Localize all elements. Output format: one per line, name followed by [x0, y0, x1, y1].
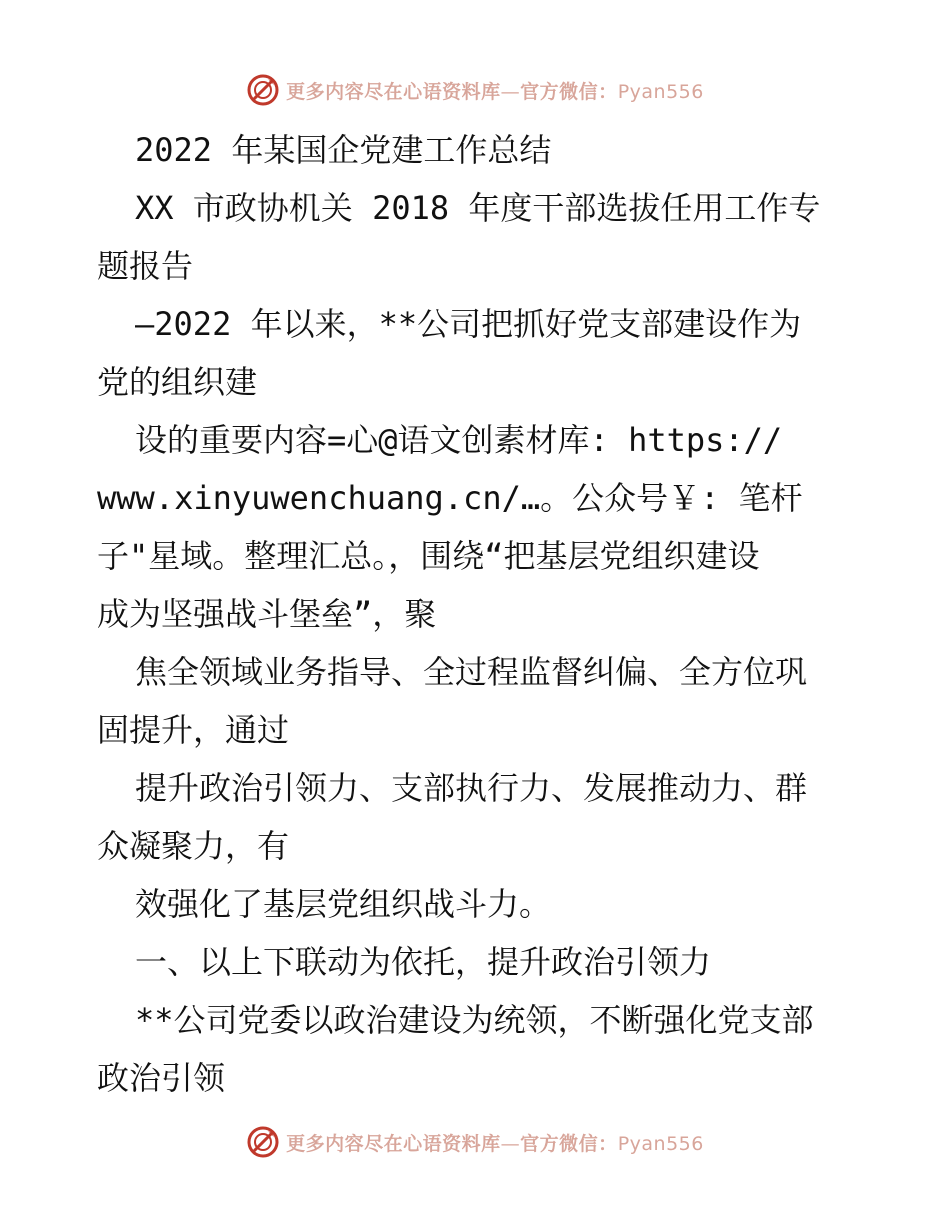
header-watermark — [0, 70, 950, 110]
watermark-main: 更多内容尽在心语资料库 — [286, 1132, 501, 1155]
section-heading: 一、以上下联动为依托，提升政治引领力 — [135, 943, 712, 981]
doc-line: 党的组织建 — [97, 363, 258, 401]
doc-line: —2022 年以来，**公司把抓好党支部建设作为 — [135, 305, 802, 343]
footer-watermark — [0, 1122, 950, 1162]
watermark-separator: — — [500, 80, 521, 103]
document-body — [97, 121, 867, 1107]
logo-icon — [246, 73, 280, 107]
watermark-label: 官方微信： — [520, 1132, 618, 1155]
doc-line: 子"星域。整理汇总。，围绕“把基层党组织建设 — [97, 537, 760, 575]
doc-line: 提升政治引领力、支部执行力、发展推动力、群 — [135, 769, 808, 807]
watermark-id: Pyan556 — [617, 1132, 704, 1155]
doc-line: 固提升，通过 — [97, 711, 290, 749]
doc-line: 设的重要内容=心@语文创素材库: https:// — [135, 421, 783, 459]
doc-line: **公司党委以政治建设为统领，不断强化党支部 — [135, 1001, 814, 1039]
doc-line: www.xinyuwenchuang.cn/…。公众号￥: 笔杆 — [97, 479, 803, 517]
watermark-id: Pyan556 — [617, 80, 704, 103]
doc-line: 众凝聚力，有 — [97, 827, 290, 865]
doc-title: 2022 年某国企党建工作总结 — [135, 131, 552, 169]
watermark-text — [286, 1129, 704, 1156]
watermark-label: 官方微信： — [520, 80, 618, 103]
watermark-main: 更多内容尽在心语资料库 — [286, 80, 501, 103]
doc-line: 成为坚强战斗堡垒”，聚 — [97, 595, 437, 633]
logo-icon — [246, 1125, 280, 1159]
doc-line: 效强化了基层党组织战斗力。 — [135, 885, 552, 923]
doc-line: XX 市政协机关 2018 年度干部选拔任用工作专 — [135, 189, 821, 227]
doc-line: 政治引领 — [97, 1059, 226, 1097]
watermark-separator: — — [500, 1132, 521, 1155]
doc-line: 焦全领域业务指导、全过程监督纠偏、全方位巩 — [135, 653, 808, 691]
doc-line: 题报告 — [97, 247, 194, 285]
watermark-text — [286, 77, 704, 104]
